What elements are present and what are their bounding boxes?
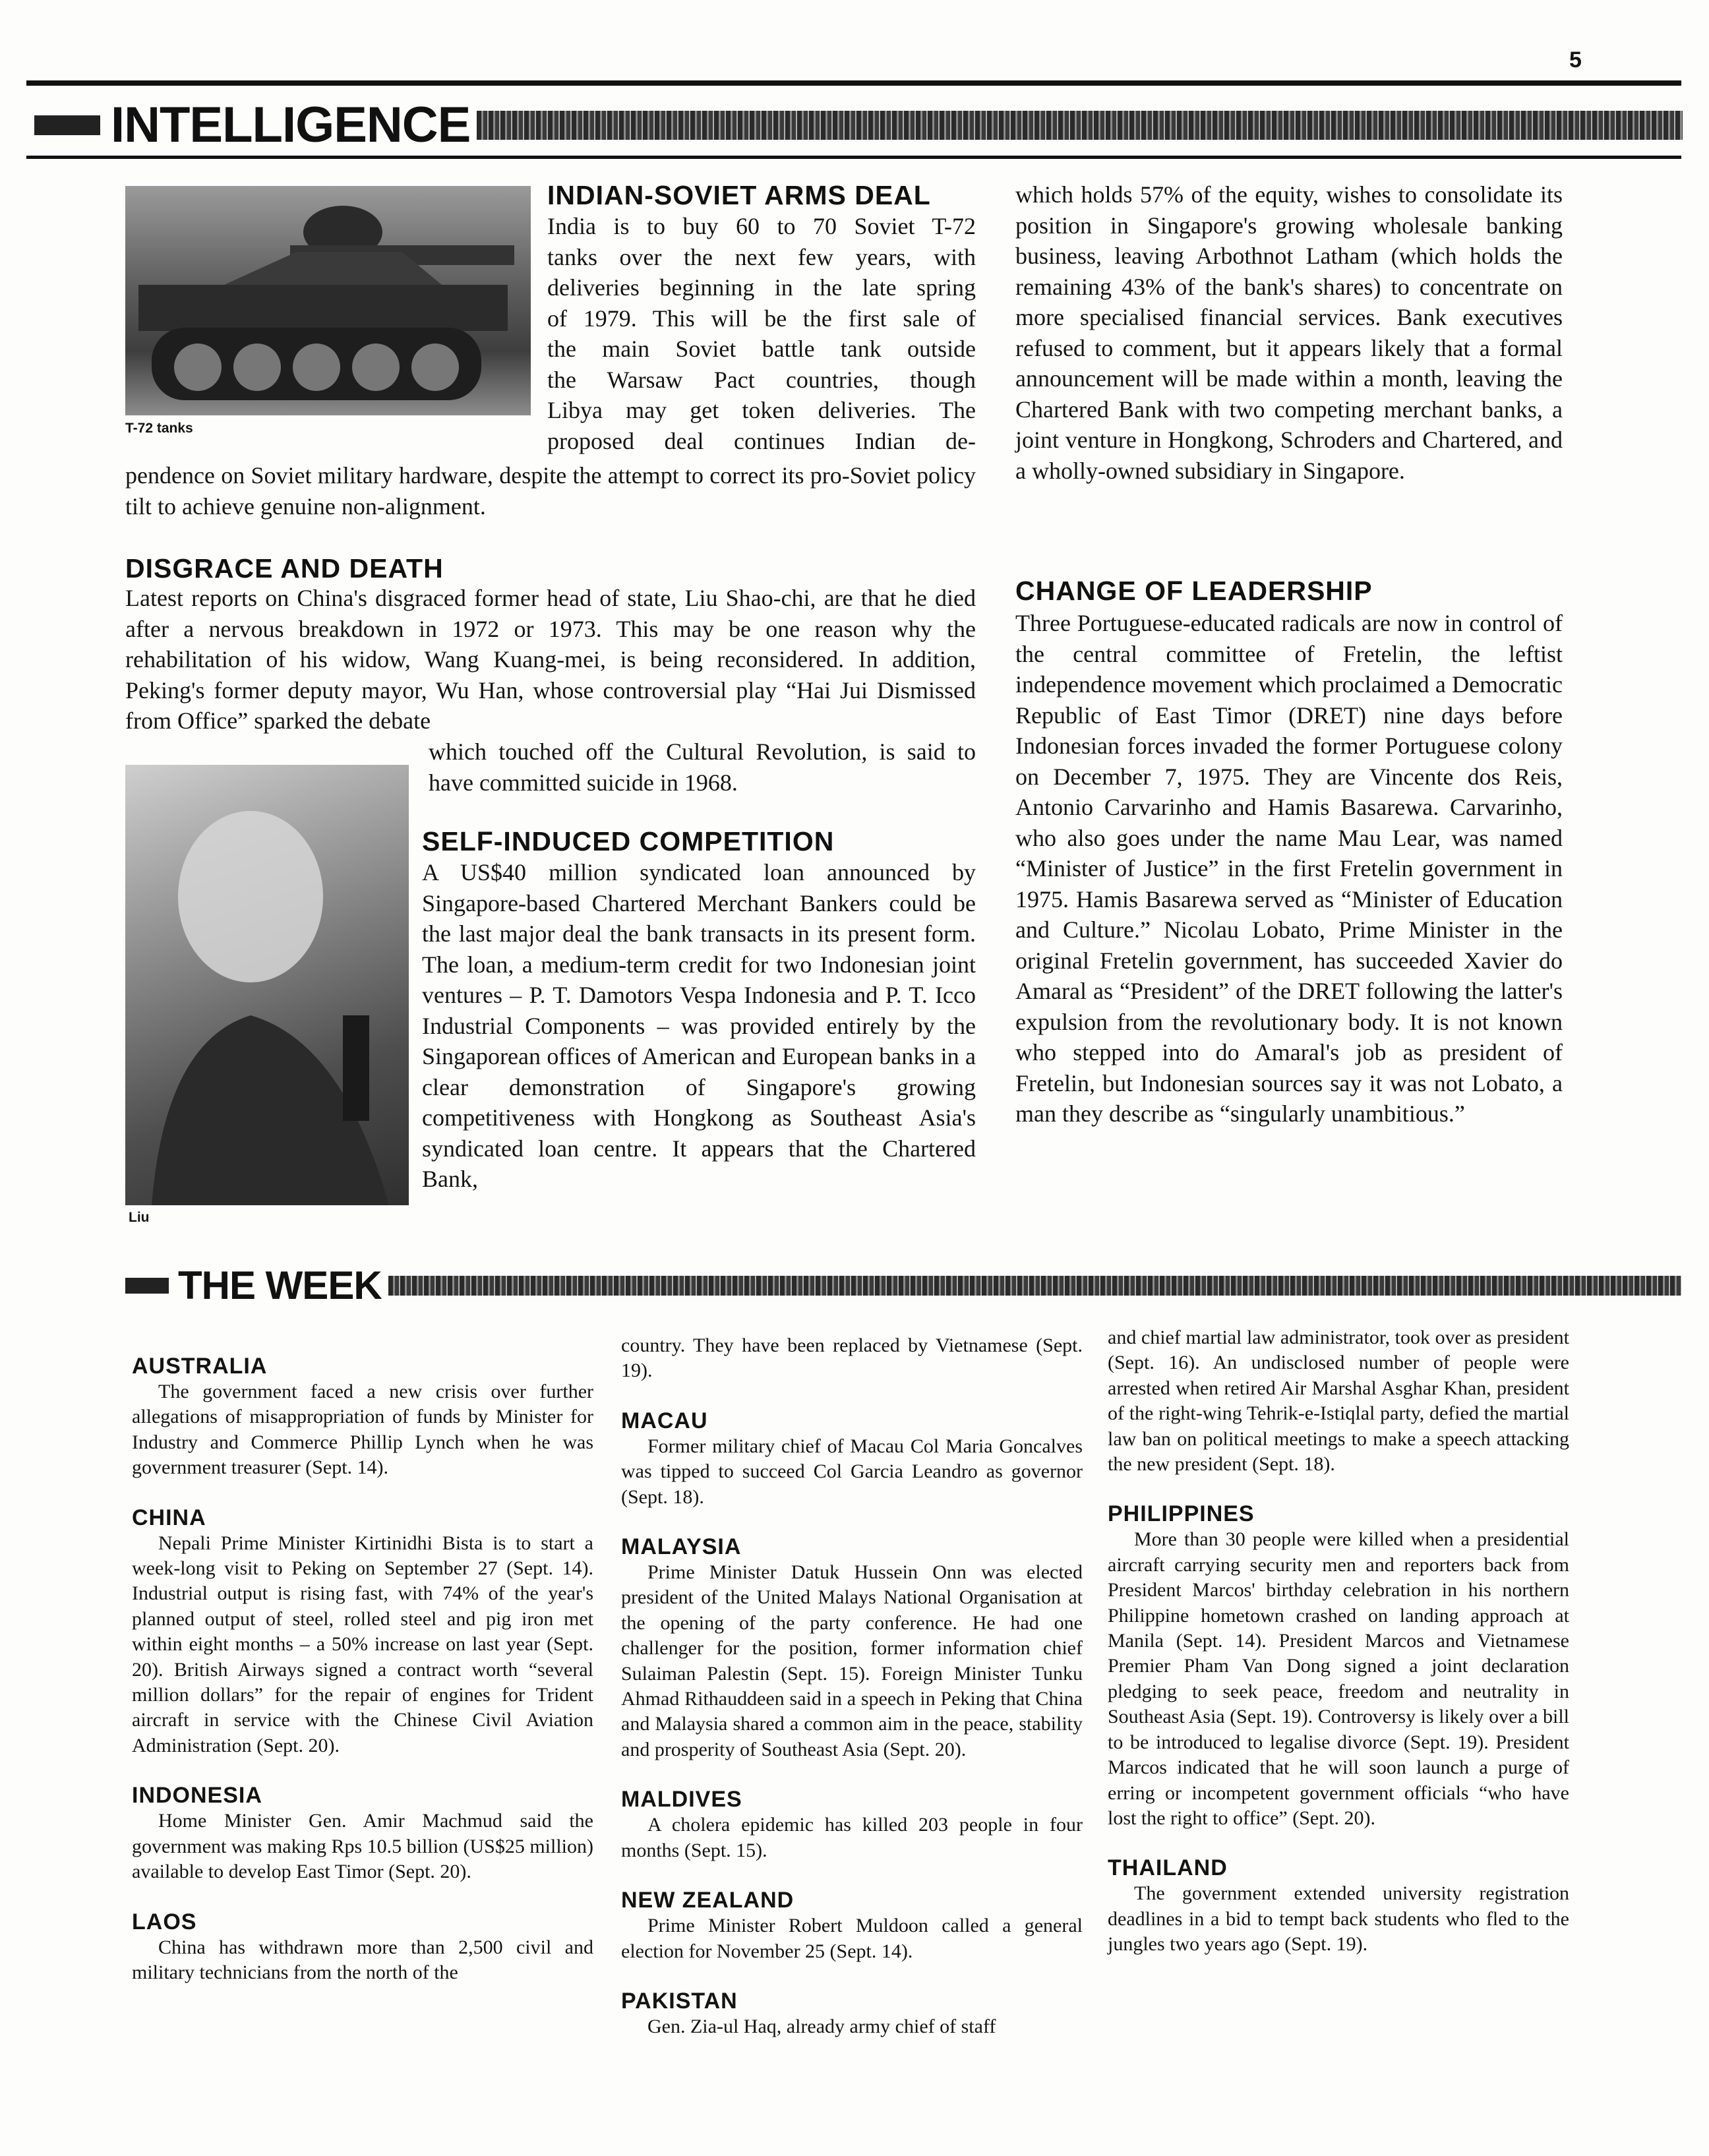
week-item-text: Prime Minister Datuk Hussein Onn was elected president of the United Malays National Organisation at the opening of the party conference. He had one challenger for the position, former information chief Sulaiman Palestin (Sept. 15). Foreign Minister Tunku Ahmad Rithauddeen said in a speech in Peking that China and Malaysia shared a common aim in the peace, stability and prosperity of Southeast Asia (Sept. 20). (621, 1561, 1083, 1760)
week-item-heading: MALAYSIA (621, 1534, 742, 1560)
week-item-heading: NEW ZEALAND (621, 1888, 795, 1913)
week-item-text: country. They have been replaced by Vietnamese (Sept. 19). (621, 1334, 1083, 1382)
week-item (621, 1988, 1083, 2039)
week-item-text: and chief martial law administrator, took over as president (Sept. 16). An undisclosed number of people were arrested when retired Air Marshal Asghar Khan, president of the right-wing Tehrik-e-Istiqlal party, defied the martial law ban on political meetings to make a speech attacking the new president (Sept. 18). (1108, 1327, 1569, 1476)
week-item-text: Home Minister Gen. Amir Machmud said the government was making Rps 10.5 billion (US$25 million) available to develop East Timor (Sept. 20). (132, 1810, 593, 1883)
leadership-body: Three Portuguese-educated radicals are now in control of the central committee of Fretelin, the leftist independence movement which proclaimed a Democratic Republic of East Timor (DRET) nine days before Indonesian forces invaded the former Portuguese colony on December 7, 1975. They are Vincente dos Reis, Antonio Carvarinho and Hamis Basarewa. Carvarinho, who also goes under the name Mau Lear, was named “Minister of Justice” in the first Fretelin government in 1975. Hamis Basarewa served as “Minister of Education and Culture.” Nicolau Lobato, Prime Minister in the original Fretelin government, has succeeded Xavier do Amaral as “President” of the DRET following the latter's expulsion from the revolutionary body. It is not known who stepped into do Amaral's job as president of Fretelin, but Indonesian sources say it was not Lobato, a man they describe as “singularly unambitious.” (1015, 610, 1563, 1127)
arms-deal-line: proposed deal continues Indian de- (547, 427, 976, 454)
week-item-heading: AUSTRALIA (132, 1354, 268, 1379)
week-item (132, 1782, 593, 1884)
liu-caption: Liu (129, 1210, 150, 1225)
intelligence-header (34, 99, 1683, 152)
arms-deal-line: of 1979. This will be the first sale of (547, 305, 976, 332)
week-item (621, 1408, 1083, 1510)
week-item (1108, 1855, 1569, 1957)
week-item (621, 1887, 1083, 1964)
tank-caption: T-72 tanks (125, 421, 193, 436)
week-item-heading: MALDIVES (621, 1787, 742, 1812)
leadership-heading: CHANGE OF LEADERSHIP (1015, 576, 1373, 606)
week-item-heading: CHINA (132, 1505, 206, 1530)
week-column-2 (621, 1333, 1083, 2063)
arms-deal-line: the Warsaw Pact countries, though (547, 366, 976, 393)
disgrace-heading: DISGRACE AND DEATH (125, 553, 444, 584)
week-item-heading: INDONESIA (132, 1783, 262, 1809)
arms-deal-heading: INDIAN-SOVIET ARMS DEAL (547, 180, 931, 210)
disgrace-body: Latest reports on China's disgraced former head of state, Liu Shao-chi, are that he died after a nervous breakdown in 1972 or 1973. This may be one reason why the rehabilitation of his widow, Wang Kuang-mei, is being reconsidered. In addition, Peking's former deputy mayor, Wu Han, whose controversial play “Hai Jui Dismissed from Office” sparked the debate (125, 585, 976, 734)
week-item-text: Former military chief of Macau Col Maria Goncalves was tipped to succeed Col Garcia Leandro as governor (Sept. 18). (621, 1435, 1083, 1508)
arms-deal-line: Libya may get token deliveries. The (547, 397, 976, 423)
tank-photo (125, 186, 531, 415)
week-item (621, 1786, 1083, 1863)
week-rule (388, 1276, 1681, 1296)
week-item-heading: MACAU (621, 1408, 708, 1433)
week-item (1108, 1325, 1569, 1477)
week-item-text: The government faced a new crisis over further allegations of misappropriation of funds by Minister for Industry and Commerce Phillip Lynch when he was government treasurer (Sept. 14). (132, 1381, 593, 1479)
portrait-icon (125, 765, 409, 1205)
week-marker-icon (125, 1278, 169, 1294)
competition-body: A US$40 million syndicated loan announced by Singapore-based Chartered Merchant Bankers could be the last major deal the bank transacts in its present form. The loan, a medium-term credit for two Indonesian joint ventures – P. T. Damotors Vespa Indonesia and P. T. Icco Industrial Components – was provided entirely by the Singaporean offices of American and European banks in a clear demonstration of Singapore's growing competitiveness with Hongkong as Southeast Asia's syndicated loan centre. It appears that the Chartered Bank, (422, 859, 976, 1192)
week-item-text: The government extended university registration deadlines in a bid to tempt back students who fled to the jungles two years ago (Sept. 19). (1108, 1882, 1569, 1956)
week-item (132, 1909, 593, 1986)
week-item-text: A cholera epidemic has killed 203 people in four months (Sept. 15). (621, 1814, 1083, 1861)
section-title: INTELLIGENCE (111, 97, 471, 153)
disgrace-tail: which touched off the Cultural Revolution, is said to have committed suicide in 1968. (429, 738, 976, 796)
week-item-heading: LAOS (132, 1909, 197, 1934)
arms-deal-line: tanks over the next few years, with (547, 243, 976, 270)
week-item (132, 1505, 593, 1759)
arms-deal-line: the main Soviet battle tank outside (547, 336, 976, 362)
week-item-text: China has withdrawn more than 2,500 civil and military technicians from the north of the (132, 1936, 593, 1983)
week-column-3 (1108, 1325, 1569, 1981)
week-item-heading: PAKISTAN (621, 1988, 738, 2014)
week-item-text: Nepali Prime Minister Kirtinidhi Bista is to start a week-long visit to Peking on September 27 (Sept. 14). Industrial output is rising fast, with 74% of the year's planned output of steel, rolled steel and pig iron met within eight months – a 50% increase on last year (Sept. 20). British Airways signed a contract worth “several million dollars” for the repair of engines for Trident aircraft in service with the Chinese Civil Aviation Administration (Sept. 20). (132, 1532, 593, 1756)
week-item-heading: THAILAND (1108, 1855, 1228, 1881)
arms-deal-tail: pendence on Soviet military hardware, despite the attempt to correct its pro-Soviet policy tilt to achieve genuine non-alignment. (125, 462, 976, 520)
week-item-text: More than 30 people were killed when a presidential aircraft carrying security men and reporters back from President Marcos' birthday celebration in his northern Philippine hometown crashed on landing approach at Manila (Sept. 14). President Marcos and Vietnamese Premier Pham Van Dong signed a joint declaration pledging to seek peace, freedom and neutrality in Southeast Asia (Sept. 19). Controversy is likely over a bill to be introduced to legalise divorce (Sept. 19). President Marcos indicated that he will soon launch a purge of erring or incompetent government officials “who have lost the right to office” (Sept. 20). (1108, 1528, 1569, 1829)
arms-deal-body (547, 211, 976, 456)
the-week-header (125, 1263, 1681, 1307)
header-rule (26, 156, 1681, 159)
arms-deal-article (547, 179, 976, 456)
week-item (132, 1353, 593, 1481)
week-item-heading: PHILIPPINES (1108, 1501, 1255, 1527)
week-column-1 (132, 1353, 593, 2009)
competition-heading: SELF-INDUCED COMPETITION (422, 826, 835, 856)
week-item (1108, 1501, 1569, 1831)
competition-continued: which holds 57% of the equity, wishes to consolidate its position in Singapore's growing wholesale banking business, leaving Arbothnot Latham (which holds the remaining 43% of the bank's shares) to concentrate on more specialised financial services. Bank executives refused to comment, but it appears likely that a formal announcement will be made within a month, leaving the Chartered Bank with two competing merchant banks, a joint venture in Hongkong, Schroders and Chartered, and a wholly-owned subsidiary in Singapore. (1015, 181, 1563, 484)
section-marker-icon (34, 115, 100, 135)
section-rule (477, 111, 1683, 140)
arms-deal-line: deliveries beginning in the late spring (547, 274, 976, 301)
top-rule (26, 80, 1681, 86)
week-title: THE WEEK (178, 1263, 382, 1307)
liu-photo (125, 765, 409, 1205)
arms-deal-line: India is to buy 60 to 70 Soviet T-72 (547, 213, 976, 239)
page-number: 5 (1569, 47, 1582, 73)
week-item-text: Gen. Zia-ul Haq, already army chief of staff (647, 2015, 996, 2037)
week-item (621, 1534, 1083, 1762)
week-item-text: Prime Minister Robert Muldoon called a general election for November 25 (Sept. 14). (621, 1915, 1083, 1962)
week-item (621, 1333, 1083, 1384)
tank-icon (125, 186, 531, 415)
